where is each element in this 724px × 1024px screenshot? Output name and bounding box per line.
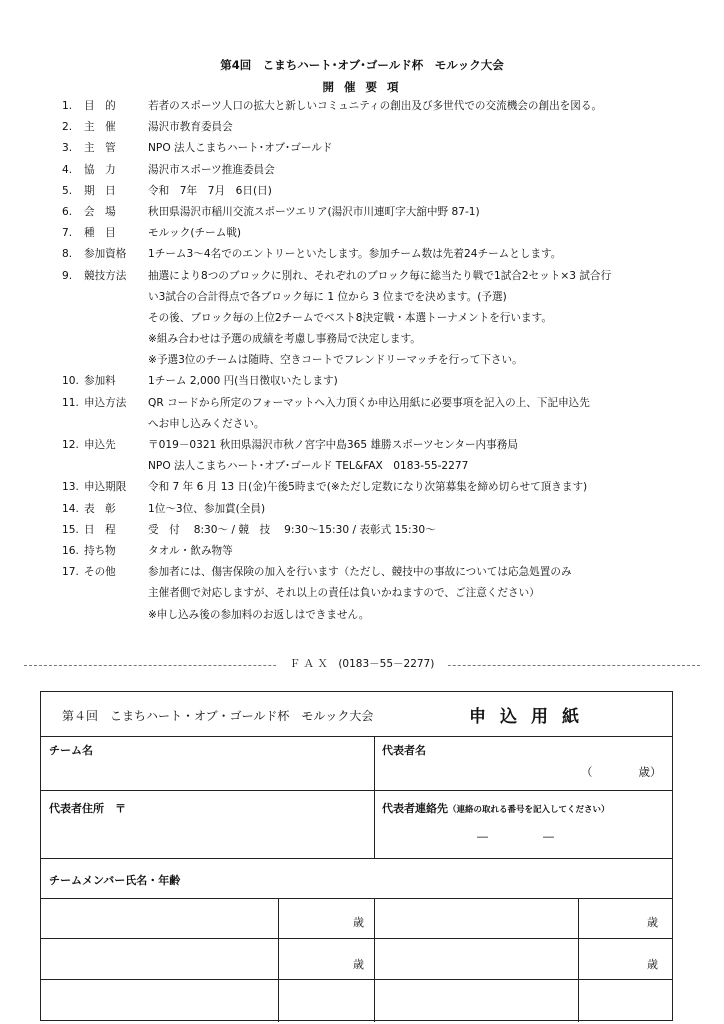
item-number: 3.: [62, 142, 73, 155]
item-value: 受 付 8:30～ / 競 技 9:30～15:30 / 表彰式 15:30～: [148, 523, 436, 536]
item-value: NPO 法人こまちハート･オブ･ゴールド TEL&FAX 0183-55-2277: [148, 460, 469, 473]
item-value: QR コードから所定のフォーマットへ入力頂くか申込用紙に必要事項を記入の上、下記申込先: [148, 396, 590, 409]
form-divider: [278, 898, 279, 1022]
member-age-unit: 歳: [353, 916, 364, 929]
guideline-item: [62, 99, 712, 120]
item-number: 1.: [62, 100, 73, 112]
item-value: 抽選により8つのブロックに別れ、それぞれのブロック毎に総当たり戦で1試合2セット×3 試合行: [148, 269, 612, 282]
guideline-continuation: [62, 586, 712, 607]
item-label: 参加資格: [84, 248, 127, 261]
guideline-item: [62, 544, 712, 565]
item-value: ※組み合わせは予選の成績を考慮し事務局で決定します。: [148, 333, 421, 346]
form-divider: [578, 898, 579, 1022]
guideline-continuation: [62, 459, 712, 480]
members-label: チームメンバー氏名・年齢: [49, 874, 181, 887]
age-field: （ 歳）: [581, 765, 662, 779]
guideline-item: [62, 480, 712, 501]
item-label: 主 管: [84, 142, 116, 155]
item-value: 秋田県湯沢市稲川交流スポーツエリア(湯沢市川連町字大舘中野 87-1): [148, 205, 480, 218]
item-value: NPO 法人こまちハート･オブ･ゴールド: [148, 142, 333, 155]
item-number: 17.: [62, 566, 79, 579]
item-value: 〒019－0321 秋田県湯沢市秋ノ宮字中島365 雄勝スポーツセンター内事務局: [148, 439, 518, 451]
item-value: モルック(チーム戦): [148, 227, 242, 240]
guideline-item: [62, 269, 712, 290]
item-number: 8.: [62, 248, 73, 261]
address-label: 代表者住所 〒: [49, 802, 126, 815]
item-value: ※予選3位のチームは随時、空きコートでフレンドリーマッチを行って下さい。: [148, 354, 523, 367]
item-label: 競技方法: [84, 269, 127, 282]
member-age-unit: 歳: [647, 916, 658, 929]
form-header: [41, 692, 672, 737]
item-value: 若者のスポーツ人口の拡大と新しいコミュニティの創出及び多世代での交流機会の創出を図る。: [148, 100, 603, 112]
item-value: タオル・飲み物等: [148, 544, 233, 557]
item-number: 6.: [62, 205, 73, 218]
item-value: 主催者側で対応しますが、それ以上の責任は負いかねますので、ご注意ください）: [148, 587, 540, 600]
item-number: 2.: [62, 121, 73, 134]
guideline-item: [62, 438, 712, 459]
guideline-item: [62, 565, 712, 586]
item-value: その後、ブロック毎の上位2チームでベスト8決定戦・本選トーナメントを行います。: [148, 311, 552, 324]
item-label: 日 程: [84, 523, 116, 536]
item-value: い3試合の合計得点で各ブロック毎に 1 位から 3 位までを決めます。(予選): [148, 290, 507, 303]
guideline-item: [62, 247, 712, 268]
item-label: 表 彰: [84, 502, 116, 515]
guideline-item: [62, 226, 712, 247]
member-age-unit: 歳: [353, 958, 364, 971]
guideline-continuation: [62, 311, 712, 332]
item-number: 5.: [62, 184, 73, 197]
guideline-item: [62, 141, 712, 162]
item-number: 15.: [62, 523, 79, 536]
guideline-item: [62, 205, 712, 226]
form-divider: [374, 736, 375, 858]
guideline-item: [62, 502, 712, 523]
item-label: 期 日: [84, 184, 116, 197]
item-label: 目 的: [84, 100, 116, 112]
member-age-unit: 歳: [647, 958, 658, 971]
item-value: 湯沢市スポーツ推進委員会: [148, 163, 275, 176]
guideline-continuation: [62, 417, 712, 438]
item-label: 申込期限: [84, 481, 127, 494]
item-number: 4.: [62, 163, 73, 176]
item-label: 会 場: [84, 205, 116, 218]
rep-name-label: 代表者名: [382, 744, 426, 757]
item-label: 持ち物: [84, 544, 116, 557]
guideline-continuation: [62, 332, 712, 353]
form-divider: [374, 898, 375, 1022]
item-value: 1チーム 2,000 円(当日徴収いたします): [148, 375, 338, 388]
contact-label: 代表者連絡先（連絡の取れる番号を記入してください）: [382, 802, 610, 815]
item-label: 参加料: [84, 375, 116, 388]
team-name-label: チーム名: [49, 744, 93, 757]
item-number: 13.: [62, 481, 79, 494]
form-rule: [41, 790, 672, 791]
fax-number: Ｆ Ａ Ｘ (0183－55－2277): [276, 658, 449, 670]
form-rule: [41, 858, 672, 859]
item-value: 1位～3位、参加賞(全員): [148, 502, 266, 515]
guideline-item: [62, 523, 712, 544]
document-title: 第4回 こまちハート･オブ･ゴールド杯 モルック大会: [220, 58, 504, 72]
guideline-continuation: [62, 290, 712, 311]
guideline-item: [62, 120, 712, 141]
item-number: 10.: [62, 375, 79, 388]
contact-note: （連絡の取れる番号を記入してください）: [448, 805, 610, 815]
item-label: 協 力: [84, 163, 116, 176]
item-value: 参加者には、傷害保険の加入を行います（ただし、競技中の事故については応急処置のみ: [148, 566, 572, 579]
item-value: ※申し込み後の参加料のお返しはできません。: [148, 608, 370, 621]
item-value: 1チーム3～4名でのエントリーといたします。参加チーム数は先着24チームとします。: [148, 248, 562, 261]
application-form: [40, 691, 673, 1021]
item-number: 11.: [62, 396, 79, 409]
guideline-continuation: [62, 353, 712, 374]
guideline-continuation: [62, 608, 712, 629]
item-number: 7.: [62, 227, 73, 240]
item-number: 14.: [62, 502, 79, 515]
item-number: 9.: [62, 269, 73, 282]
item-label: 申込方法: [84, 396, 127, 409]
item-label: 種 目: [84, 227, 116, 240]
item-label: その他: [84, 566, 116, 579]
document-subtitle: 開 催 要 項: [322, 80, 402, 94]
guidelines-list: [62, 99, 712, 629]
form-name: 申込用紙: [469, 707, 593, 727]
item-value: へお申し込みください。: [148, 417, 265, 430]
item-number: 16.: [62, 544, 79, 557]
guideline-item: [62, 184, 712, 205]
item-label: 主 催: [84, 121, 116, 134]
item-value: 令和 7 年 6 月 13 日(金)午後5時まで(※ただし定数になり次第募集を締め切らせて頂きます): [148, 481, 588, 494]
item-number: 12.: [62, 439, 79, 451]
item-value: 湯沢市教育委員会: [148, 121, 233, 134]
fax-line: [0, 656, 724, 671]
item-value: 令和 7年 7月 6日(日): [148, 184, 272, 197]
phone-dashes: ― ―: [477, 830, 554, 843]
guideline-item: [62, 163, 712, 184]
form-title: 第４回 こまちハート・オブ・ゴールド杯 モルック大会: [62, 709, 374, 723]
guideline-item: [62, 374, 712, 395]
guideline-item: [62, 396, 712, 417]
item-label: 申込先: [84, 439, 116, 451]
